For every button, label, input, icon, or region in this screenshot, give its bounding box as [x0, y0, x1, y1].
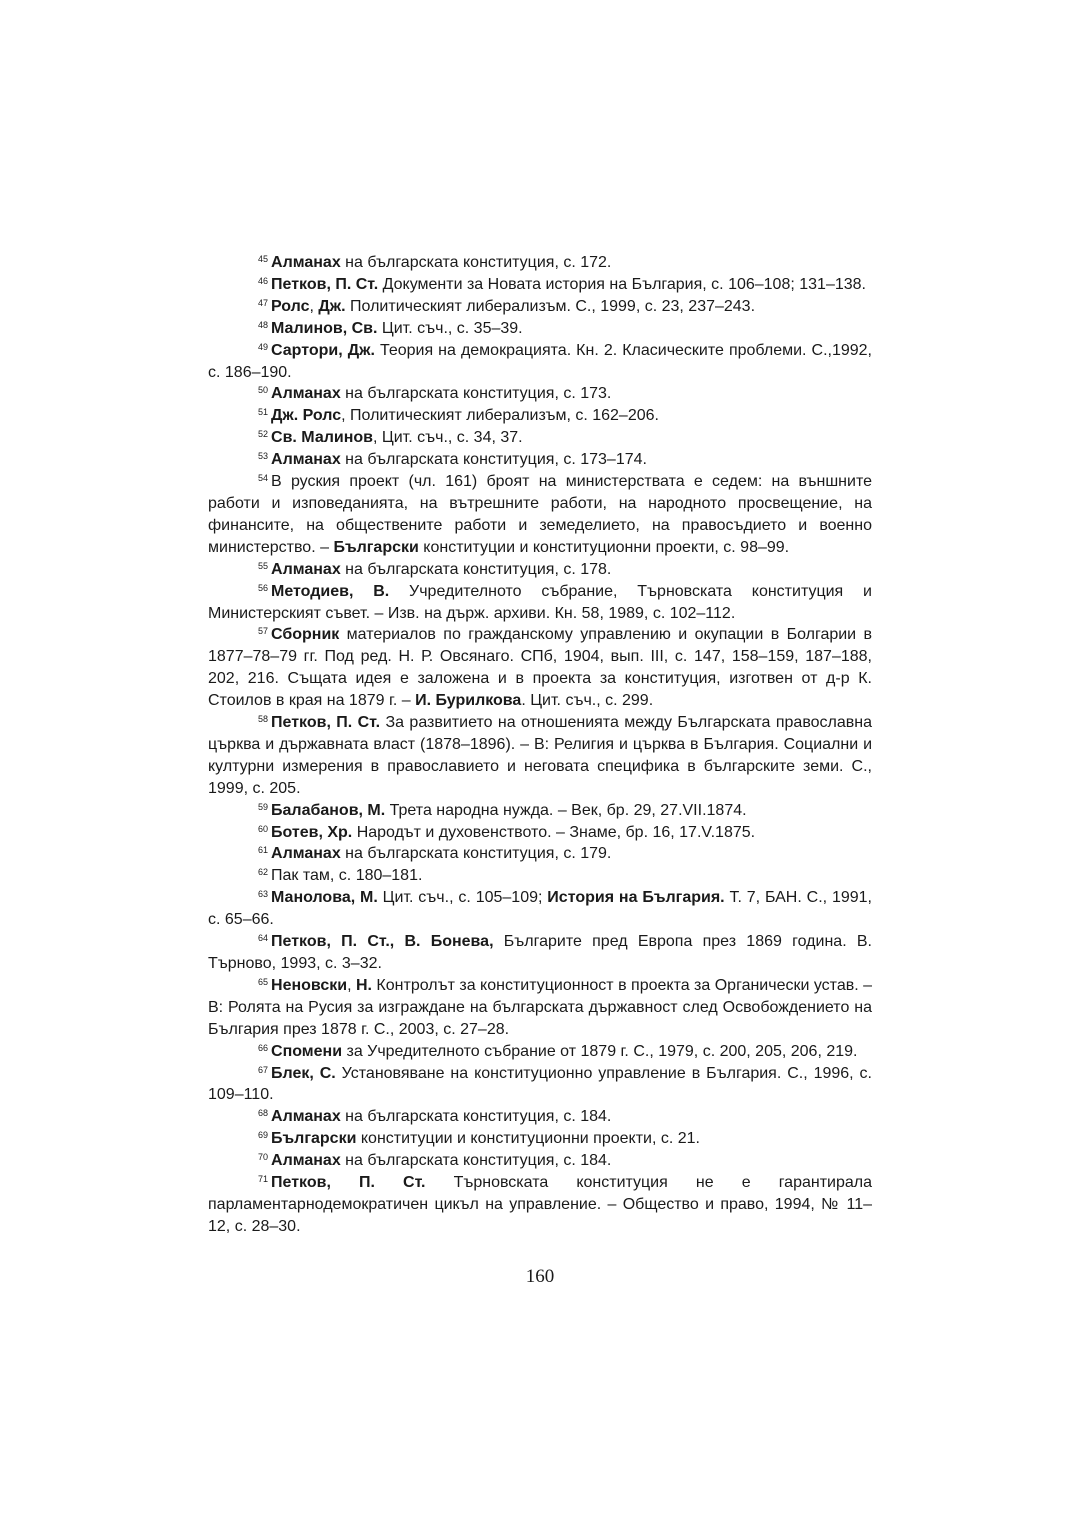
footnote-text: на българската конституция, с. 178. [340, 560, 612, 578]
footnote-author: Св. Малинов [271, 429, 373, 447]
footnote-text: конституции и конституционни проекти, с. 21. [356, 1130, 700, 1148]
footnote-author: Алманах [271, 1108, 341, 1126]
footnote-number: 57 [258, 626, 269, 637]
footnote-author: Ролс [271, 297, 310, 315]
footnote-number: 50 [258, 385, 269, 396]
footnote-number: 71 [258, 1174, 269, 1185]
footnote-number: 47 [258, 297, 269, 308]
footnote-text: Търновската конституция не е гарантирала парламентарнодемократичен цикъл на управление. – Общество и право, 1994, № 11–12, с. 28–30. [208, 1174, 873, 1235]
footnote-number: 48 [258, 319, 269, 330]
footnote-text: Контролът за конституционност в проекта за Органически устав. – В: Ролята на Русия за изграждане на българската държавност след Освобождението на България през 1878 г. С., 2003, с. 27–28. [208, 976, 873, 1038]
footnote-author: Алманах [271, 560, 341, 578]
footnote [208, 712, 872, 800]
footnote-number: 70 [258, 1152, 269, 1163]
footnote [208, 1150, 872, 1172]
footnote-text: за Учредителното събрание от 1879 г. С., 1979, с. 200, 205, 206, 219. [342, 1042, 858, 1060]
footnote-text: , Цит. съч., с. 34, 37. [373, 429, 523, 447]
footnote [208, 843, 872, 865]
footnote [208, 800, 872, 822]
footnote-number: 58 [258, 714, 269, 725]
footnote-number: 55 [258, 560, 269, 571]
footnote-text: , [309, 297, 319, 315]
footnote [208, 405, 872, 427]
footnote-author: Алманах [271, 451, 341, 469]
footnote-author: Петков, П. Ст. [271, 1174, 426, 1192]
footnote [208, 1041, 872, 1063]
footnote-text: Документи за Новата история на България, с. 106–108; 131–138. [378, 275, 866, 293]
footnote-text: Цит. съч., с. 35–39. [377, 319, 523, 337]
footnote-text: В руския проект (чл. 161) броят на министерствата е седем: на външните работи и изповеданията, на вътрешните работи, на народното просвещение, на финансите, на обществените работи и земеделието, на правосъдието и военно министерство. – [208, 473, 872, 556]
footnote-number: 46 [258, 275, 269, 286]
footnote [208, 383, 872, 405]
footnote [208, 1128, 872, 1150]
footnote-text: Цит. съч., с. 105–109; [377, 889, 548, 907]
footnote-author: И. Бурилкова [415, 692, 522, 710]
footnote-author: Сартори, Дж. [271, 341, 375, 359]
footnote-number: 60 [258, 823, 269, 834]
footnote-number: 65 [258, 976, 269, 987]
footnote-text: конституции и конституционни проекти, с. 98–99. [418, 538, 790, 556]
footnote-author: Алманах [271, 385, 341, 403]
footnote-author: Блек, С. [271, 1064, 336, 1082]
footnote-author: Дж. Ролс [271, 407, 342, 425]
footnote-number: 64 [258, 933, 269, 944]
footnote-author: Петков, П. Ст. [271, 275, 379, 293]
footnote-number: 45 [258, 254, 269, 264]
footnote-text: Трета народна нужда. – Век, бр. 29, 27.VII.1874. [385, 801, 747, 819]
footnote-number: 59 [258, 801, 269, 812]
footnote-author: Балабанов, М. [271, 801, 386, 819]
footnote-text: . Цит. съч., с. 299. [521, 692, 654, 710]
footnote-text: , Политическият либерализъм, с. 162–206. [341, 407, 659, 425]
footnote-author: Алманах [271, 254, 341, 271]
footnote-number: 54 [258, 473, 269, 484]
footnote-text: на българската конституция, с. 184. [340, 1152, 612, 1170]
footnote-text: на българската конституция, с. 172. [340, 254, 612, 271]
footnote-text: Българите пред Европа през 1869 година. В. Търново, 1993, с. 3–32. [208, 933, 873, 972]
footnotes-block [208, 252, 872, 1238]
footnote-author: Дж. [318, 297, 346, 315]
footnote-text: Народът и духовенството. – Знаме, бр. 16, 17.V.1875. [352, 823, 756, 841]
footnote-text: Теория на демокрацията. Кн. 2. Класическите проблеми. С.,1992, с. 186–190. [208, 341, 873, 381]
footnote-number: 69 [258, 1130, 269, 1141]
footnote-author: Н. [355, 976, 372, 994]
footnote-text: на българската конституция, с. 179. [340, 845, 612, 863]
footnote-author: Алманах [271, 1152, 341, 1170]
footnote-author: Ботев, Хр. [271, 823, 353, 841]
footnote-number: 66 [258, 1042, 269, 1053]
footnote-text: Установяване на конституционно управление в България. С., 1996, с. 109–110. [208, 1064, 873, 1104]
footnote-text: на българската конституция, с. 173. [340, 385, 612, 403]
footnote-text: материалов по гражданскому управлению и окупации в Болгарии в 1877–78–79 гг. Под ред. Н. Р. Овсянаго. СПб, 1904, вып. III, с. 147, 158–159, 187–188, 202, 216. Същата идея е заложена и в проекта за конституция, изготвен от д-р К. Стоилов в края на 1879 г. – [208, 626, 872, 710]
footnote-number: 61 [258, 845, 269, 856]
footnote [208, 581, 872, 625]
footnote [208, 274, 872, 296]
footnote [208, 865, 872, 887]
footnote-number: 63 [258, 889, 269, 900]
page-number: 160 [525, 1266, 555, 1287]
footnote [208, 318, 872, 340]
footnote [208, 471, 872, 559]
footnote [208, 975, 872, 1041]
footnote-author: Български [333, 538, 419, 556]
footnote-number: 52 [258, 429, 269, 440]
footnote-author: Алманах [271, 845, 341, 863]
footnote-text: Т. 7, БАН. С., 1991, с. 65–66. [208, 889, 873, 929]
footnote-author: Неновски [271, 976, 348, 994]
footnote-author: Методиев, В. [271, 582, 390, 600]
footnote-author: Петков, П. Ст., В. Бонева, [271, 933, 494, 951]
footnote-text: на българската конституция, с. 184. [340, 1108, 612, 1126]
footnote [208, 559, 872, 581]
footnote-text: , [347, 976, 356, 994]
footnote-author: Манолова, М. [271, 889, 378, 907]
footnote [208, 427, 872, 449]
footnote [208, 449, 872, 471]
footnote-number: 49 [258, 341, 269, 352]
footnote-number: 53 [258, 451, 269, 462]
footnote [208, 624, 872, 712]
footnote-author: История на България. [547, 889, 725, 907]
footnote-text: Учредителното събрание, Търновската конституция и Министерският съвет. – Изв. на държ. архиви. Кн. 58, 1989, с. 102–112. [208, 582, 872, 622]
footnote [208, 887, 872, 931]
footnote [208, 252, 872, 274]
footnote-number: 56 [258, 582, 269, 593]
footnote-author: Спомени [271, 1042, 343, 1060]
footnote-text: на българската конституция, с. 173–174. [340, 451, 647, 469]
footnote-text: За развитието на отношенията между Българската православна църква и държавната власт (1878–1896). – В: Религия и църква в България. Социални и културни измерения в православието и неговата специфика в българските земи. С., 1999, с. 205. [208, 714, 873, 797]
footnote [208, 931, 872, 975]
footnote-text: Пак там, с. 180–181. [271, 867, 423, 885]
footnote [208, 1172, 872, 1238]
footnote-text: Политическият либерализъм. С., 1999, с. 23, 237–243. [345, 297, 756, 315]
footnote-number: 68 [258, 1108, 269, 1119]
footnote-number: 62 [258, 867, 269, 878]
footnote-author: Петков, П. Ст. [271, 714, 381, 732]
footnote-number: 51 [258, 407, 269, 418]
footnote [208, 296, 872, 318]
footnote-author: Сборник [271, 626, 340, 644]
footnote-number: 67 [258, 1064, 269, 1075]
footnote [208, 822, 872, 844]
footnote [208, 1063, 872, 1107]
footnote-author: Малинов, Св. [271, 319, 378, 337]
footnote [208, 340, 872, 384]
footnote [208, 1106, 872, 1128]
footnote-author: Български [271, 1130, 357, 1148]
